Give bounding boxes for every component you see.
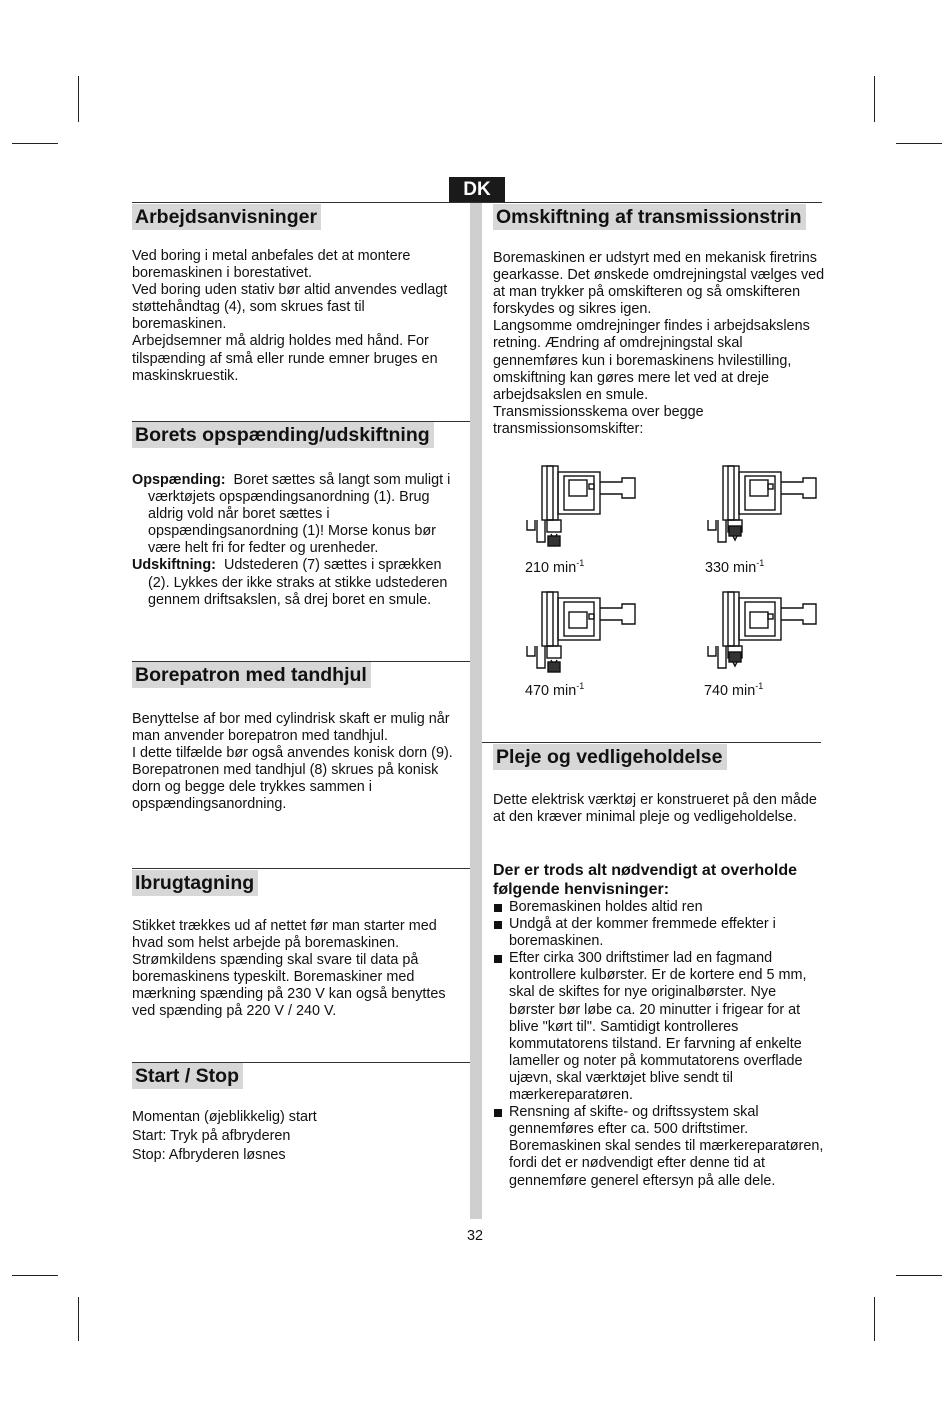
page-number: 32 xyxy=(466,1228,483,1244)
list-item: Undgå at der kommer fremmede effekter i boremaskinen. xyxy=(493,916,825,950)
paragraph: Ved boring i metal anbefales det at montere boremaskinen i borestativet. xyxy=(132,248,411,282)
language-badge: DK xyxy=(449,177,505,203)
paragraph: Momentan (øjeblikkelig) start xyxy=(132,1109,317,1125)
speed-value: 740 min xyxy=(704,682,756,699)
paragraph: Start: Tryk på afbryderen xyxy=(132,1128,291,1144)
crop-mark xyxy=(896,1275,942,1276)
paragraph: I dette tilfælde bør også anvendes konisk dorn (9). xyxy=(132,745,453,762)
section-rule xyxy=(482,742,821,743)
maintenance-notice: Der er trods alt nødvendigt at overholde følgende henvisninger: xyxy=(493,862,798,898)
maintenance-list xyxy=(493,899,825,1190)
paragraph: Arbejdsemner må aldrig holdes med hånd. For tilspænding af små eller runde emner bruges en maskinskruestik. xyxy=(132,333,438,384)
term-text: Udstederen (7) sættes i sprækken (2). Lykkes der ikke straks at stikke udstederen gennem driftsakslen, så drej boret en smule. xyxy=(148,557,448,608)
speed-exponent: -1 xyxy=(755,681,764,691)
section-title-borepatron: Borepatron med tandhjul xyxy=(132,662,371,688)
section-title-omskiftning: Omskiftning af transmissionstrin xyxy=(493,204,806,230)
paragraph: Stikket trækkes ud af nettet før man starter med hvad som helst arbejde på boremaskinen. xyxy=(132,918,437,952)
list-item: Efter cirka 300 driftstimer lad en fagmand kontrollere kulbørster. Er de kortere end 5 mm, skal de skiftes for nye originalbørster. Nye børster bør løbe ca. 20 minutter i frigear for at blive "kørt til". Samtidigt kontrolleres kommutatorens tilstand. Er farvning af enkelte lameller og noter på kommutatorens overflade ujævn, skal værktøjet blive sendt til mærkereparatøren. xyxy=(493,950,825,1104)
gear-diagram-330 xyxy=(698,462,848,562)
speed-exponent: -1 xyxy=(756,558,765,568)
crop-mark xyxy=(12,143,58,144)
paragraph: Langsomme omdrejninger findes i arbejdsakslens retning. Ændring af omdrejningstal skal gennemføres kun i boremaskinens hvilestilling, omskiftning kan gøres mere let ved at dreje arbejdsakslen en smule. xyxy=(493,318,810,403)
section-body-omskiftning xyxy=(493,250,825,438)
column-gutter xyxy=(470,203,482,1219)
list-item: Boremaskinen holdes altid ren xyxy=(493,899,825,916)
speed-value: 470 min xyxy=(525,682,577,699)
section-body-start-stop xyxy=(132,1108,464,1165)
term-label: Opspænding: xyxy=(132,472,226,488)
crop-mark xyxy=(896,143,942,144)
section-title-start-stop: Start / Stop xyxy=(132,1063,243,1089)
definition-item xyxy=(132,472,464,557)
section-body-pleje xyxy=(493,792,823,826)
section-title-arbejdsanvisninger: Arbejdsanvisninger xyxy=(132,204,321,230)
section-title-borets: Borets opspænding/udskiftning xyxy=(132,422,434,448)
crop-mark xyxy=(874,76,875,122)
paragraph: Strømkildens spænding skal svare til data på boremaskinens typeskilt. Boremaskiner med mærkning spænding på 230 V kan også benyttes ved spænding på 220 V / 240 V. xyxy=(132,952,446,1020)
speed-value: 330 min xyxy=(705,559,757,576)
section-body-borets xyxy=(132,472,464,609)
paragraph: Boremaskinen er udstyrt med en mekanisk firetrins gearkasse. Det ønskede omdrejningstal vælges ved at man trykker på omskifteren og så omskifteren forskydes og sikres igen. xyxy=(493,250,825,318)
gear-diagram-470 xyxy=(517,588,667,688)
section-body-borepatron xyxy=(132,711,464,814)
list-item: Rensning af skifte- og driftssystem skal gennemføres efter ca. 500 driftstimer. Boremaskinen skal sendes til mærkereparatøren, fordi det er nødvendigt efter denne tid at gennemføre generel eftersyn på alle dele. xyxy=(493,1104,825,1189)
section-title-pleje: Pleje og vedligeholdelse xyxy=(493,744,727,770)
paragraph: Benyttelse af bor med cylindrisk skaft er mulig når man anvender borepatron med tandhjul. xyxy=(132,711,450,745)
gear-diagram-740 xyxy=(698,588,848,688)
term-text: Boret sættes så langt som muligt i værktøjets opspændingsanordning (1). Brug aldrig vold når boret sættes i opspændingsanordning (1)! Morse konus bør være helt fri for fedter og urenheder. xyxy=(148,472,451,557)
speed-exponent: -1 xyxy=(576,681,585,691)
gear-label-330 xyxy=(705,558,764,576)
crop-mark xyxy=(874,1297,875,1341)
definition-item xyxy=(132,557,464,608)
paragraph: Dette elektrisk værktøj er konstrueret på den måde at den kræver minimal pleje og vedligeholdelse. xyxy=(493,792,817,826)
paragraph: Ved boring uden stativ bør altid anvendes vedlagt støttehåndtag (4), som skrues fast til boremaskinen. xyxy=(132,282,448,333)
crop-mark xyxy=(78,1297,79,1341)
term-label: Udskiftning: xyxy=(132,557,216,574)
section-title-ibrugtagning: Ibrugtagning xyxy=(132,870,258,896)
gear-label-470 xyxy=(525,681,584,699)
speed-value: 210 min xyxy=(525,559,577,576)
crop-mark xyxy=(12,1275,58,1276)
section-rule xyxy=(132,868,470,869)
speed-exponent: -1 xyxy=(576,558,585,568)
paragraph: Borepatronen med tandhjul (8) skrues på konisk dorn og begge dele trykkes sammen i opspændingsanordning. xyxy=(132,762,439,813)
section-body-ibrugtagning xyxy=(132,918,464,1021)
crop-mark xyxy=(78,76,79,122)
gear-label-210 xyxy=(525,558,584,576)
gear-label-740 xyxy=(704,681,763,699)
gear-diagram-210 xyxy=(517,462,667,562)
paragraph: Stop: Afbryderen løsnes xyxy=(132,1147,286,1163)
paragraph: Transmissionsskema over begge transmissionsomskifter: xyxy=(493,403,704,437)
section-body-arbejdsanvisninger xyxy=(132,248,462,385)
